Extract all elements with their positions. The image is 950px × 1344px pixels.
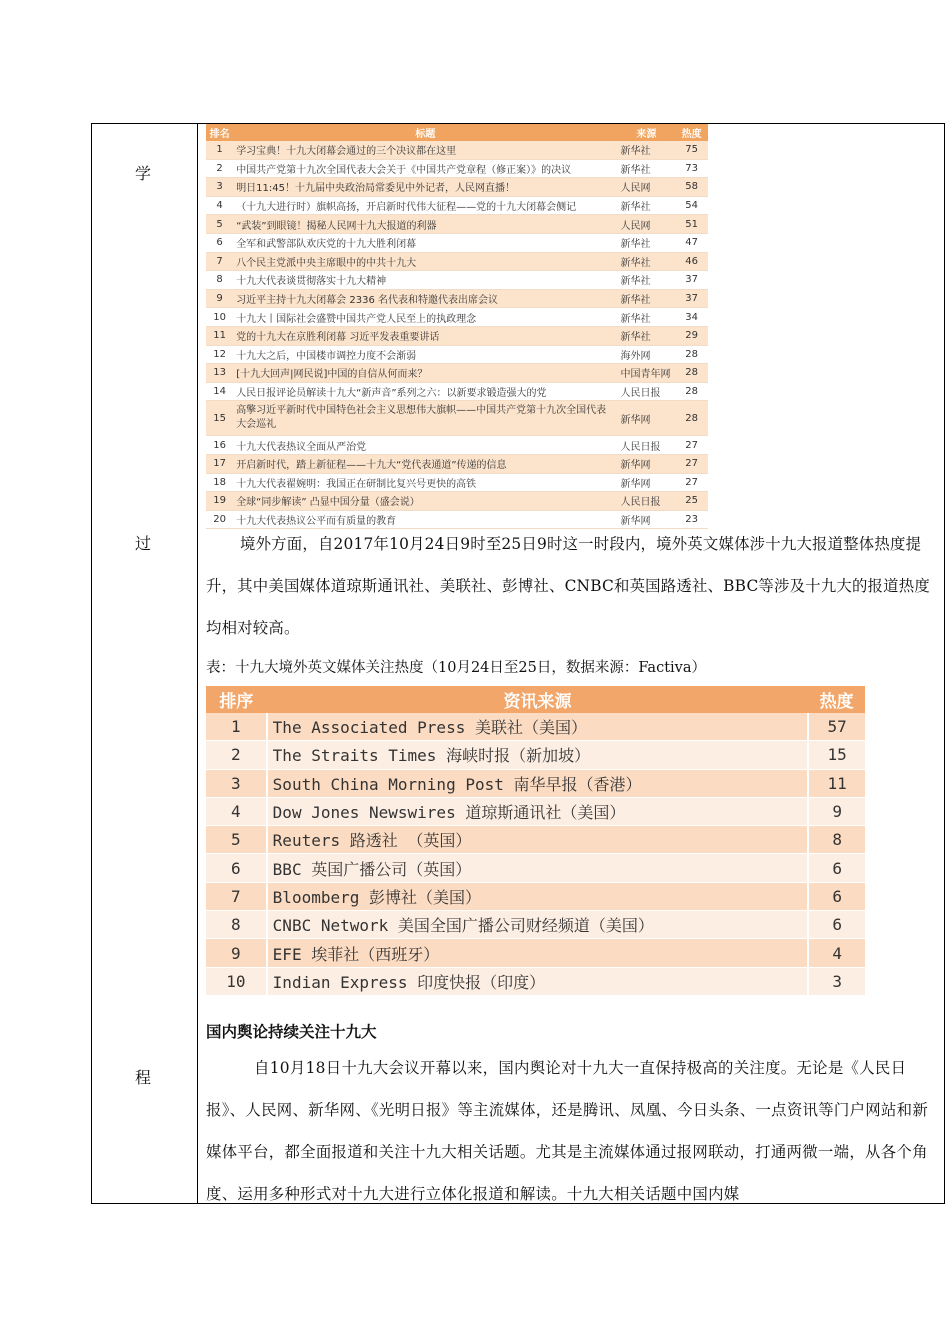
side-label-guo: 过 <box>135 534 152 553</box>
table-row <box>206 769 865 797</box>
cell-source: 新华社 <box>618 326 676 345</box>
cell-heat: 25 <box>675 492 708 511</box>
cell-title: 明日11:45！十九届中央政治局常委见中外记者，人民网直播！ <box>233 178 617 197</box>
cell-rank: 19 <box>206 492 233 511</box>
cell-source: 新华社 <box>618 233 676 252</box>
cell-order: 3 <box>206 769 267 797</box>
cell-rank: 17 <box>206 454 233 473</box>
cell-heat: 11 <box>808 769 865 797</box>
cell-heat: 51 <box>675 215 708 234</box>
cell-heat: 28 <box>675 401 708 436</box>
table-row <box>206 454 708 473</box>
cell-media-source: CNBC Network 美国全国广播公司财经频道（美国） <box>267 911 809 939</box>
cell-rank: 3 <box>206 178 233 197</box>
table-row <box>206 797 865 825</box>
table-row <box>206 159 708 178</box>
header-rank: 排名 <box>206 124 233 141</box>
table-row <box>206 713 865 741</box>
table-row <box>206 252 708 271</box>
table-row <box>206 382 708 401</box>
table-caption: 表：十九大境外英文媒体关注热度（10月24日至25日，数据来源：Factiva） <box>206 660 706 676</box>
cell-heat: 6 <box>808 882 865 910</box>
cell-heat: 4 <box>808 939 865 967</box>
cell-heat: 75 <box>675 141 708 159</box>
cell-rank: 5 <box>206 215 233 234</box>
cell-heat: 73 <box>675 159 708 178</box>
cell-media-source: The Associated Press 美联社（美国） <box>267 713 809 741</box>
cell-heat: 58 <box>675 178 708 197</box>
cell-rank: 2 <box>206 159 233 178</box>
cell-heat: 8 <box>808 826 865 854</box>
cell-heat: 46 <box>675 252 708 271</box>
table-row <box>206 345 708 364</box>
table-row <box>206 196 708 215</box>
column-divider <box>197 123 198 1204</box>
table-row <box>206 178 708 197</box>
table-row <box>206 854 865 882</box>
side-label-cheng: 程 <box>135 1068 152 1087</box>
cell-title: 十九大代表翟婉明：我国正在研制比复兴号更快的高铁 <box>233 473 617 492</box>
table-row <box>206 436 708 455</box>
cell-rank: 9 <box>206 289 233 308</box>
table-row <box>206 741 865 769</box>
cell-source: 新华社 <box>618 271 676 290</box>
cell-source: 人民日报 <box>618 436 676 455</box>
cell-media-source: EFE 埃菲社（西班牙） <box>267 939 809 967</box>
table-header-row <box>206 686 865 713</box>
cell-source: 新华网 <box>618 401 676 436</box>
overseas-media-table <box>206 686 865 996</box>
header-order: 排序 <box>206 686 267 713</box>
cell-rank: 7 <box>206 252 233 271</box>
cell-heat: 28 <box>675 345 708 364</box>
cell-rank: 10 <box>206 308 233 327</box>
cell-rank: 8 <box>206 271 233 290</box>
table-row <box>206 308 708 327</box>
cell-title: （十九大进行时）旗帜高扬，开启新时代伟大征程——党的十九大闭幕会侧记 <box>233 196 617 215</box>
cell-heat: 27 <box>675 473 708 492</box>
cell-rank: 14 <box>206 382 233 401</box>
table-row <box>206 141 708 159</box>
cell-source: 新华社 <box>618 141 676 159</box>
cell-heat: 37 <box>675 271 708 290</box>
cell-heat: 28 <box>675 382 708 401</box>
cell-heat: 15 <box>808 741 865 769</box>
cell-title: 开启新时代，踏上新征程——十九大“党代表通道”传递的信息 <box>233 454 617 473</box>
header-source: 来源 <box>618 124 676 141</box>
cell-title: 高擎习近平新时代中国特色社会主义思想伟大旗帜——中国共产党第十九次全国代表大会巡礼 <box>233 401 617 436</box>
cell-rank: 4 <box>206 196 233 215</box>
cell-title: [十九大回声|网民说]中国的自信从何而来？ <box>233 364 617 383</box>
cell-heat: 9 <box>808 797 865 825</box>
cell-order: 9 <box>206 939 267 967</box>
cell-order: 5 <box>206 826 267 854</box>
table-row <box>206 492 708 511</box>
cell-heat: 47 <box>675 233 708 252</box>
table-row <box>206 826 865 854</box>
cell-media-source: The Straits Times 海峡时报（新加坡） <box>267 741 809 769</box>
cell-title: 学习宝典！十九大闭幕会通过的三个决议都在这里 <box>233 141 617 159</box>
cell-heat: 6 <box>808 911 865 939</box>
cell-heat: 27 <box>675 436 708 455</box>
cell-rank: 1 <box>206 141 233 159</box>
cell-source: 新华社 <box>618 159 676 178</box>
cell-order: 1 <box>206 713 267 741</box>
table-row <box>206 911 865 939</box>
cell-heat: 6 <box>808 854 865 882</box>
table-row <box>206 882 865 910</box>
cell-order: 4 <box>206 797 267 825</box>
cell-rank: 18 <box>206 473 233 492</box>
cell-title: 十九大丨国际社会盛赞中国共产党人民至上的执政理念 <box>233 308 617 327</box>
table-row <box>206 967 865 995</box>
cell-media-source: Dow Jones Newswires 道琼斯通讯社（美国） <box>267 797 809 825</box>
cell-rank: 20 <box>206 510 233 529</box>
cell-source: 新华网 <box>618 510 676 529</box>
table-row <box>206 215 708 234</box>
cell-rank: 16 <box>206 436 233 455</box>
cell-title: “武装”到眼镜！揭秘人民网十九大报道的利器 <box>233 215 617 234</box>
cell-heat: 23 <box>675 510 708 529</box>
table-row <box>206 473 708 492</box>
cell-rank: 13 <box>206 364 233 383</box>
cell-rank: 11 <box>206 326 233 345</box>
table-row <box>206 939 865 967</box>
cell-heat: 3 <box>808 967 865 995</box>
cell-source: 海外网 <box>618 345 676 364</box>
cell-source: 新华社 <box>618 308 676 327</box>
header-title: 标题 <box>233 124 617 141</box>
cell-order: 8 <box>206 911 267 939</box>
cell-source: 新华网 <box>618 473 676 492</box>
cell-source: 新华社 <box>618 252 676 271</box>
table-row <box>206 326 708 345</box>
cell-source: 新华社 <box>618 289 676 308</box>
side-label-xue: 学 <box>135 164 152 183</box>
cell-order: 7 <box>206 882 267 910</box>
cell-order: 6 <box>206 854 267 882</box>
cell-source: 中国青年网 <box>618 364 676 383</box>
cell-title: 习近平主持十九大闭幕会 2336 名代表和特邀代表出席会议 <box>233 289 617 308</box>
table-row <box>206 364 708 383</box>
cell-heat: 28 <box>675 364 708 383</box>
cell-media-source: Bloomberg 彭博社（美国） <box>267 882 809 910</box>
domestic-paragraph: 自10月18日十九大会议开幕以来，国内舆论对十九大一直保持极高的关注度。无论是《人民日报》、人民网、新华网、《光明日报》等主流媒体，还是腾讯、凤凰、今日头条、一点资讯等门户网站和新媒体平台，都全面报道和关注十九大相关话题。尤其是主流媒体通过报网联动，打通两微一端，从各个角度、运用多种形式对十九大进行立体化报道和解读。十九大相关话题中国内媒 <box>206 1059 929 1203</box>
cell-source: 人民日报 <box>618 492 676 511</box>
cell-title: 八个民主党派中央主席眼中的中共十九大 <box>233 252 617 271</box>
cell-source: 人民网 <box>618 215 676 234</box>
cell-media-source: South China Morning Post 南华早报（香港） <box>267 769 809 797</box>
table-row <box>206 271 708 290</box>
cell-title: 全球“同步解读” 凸显中国分量（盛会说） <box>233 492 617 511</box>
overseas-paragraph: 境外方面，自2017年10月24日9时至25日9时这一时段内，境外英文媒体涉十九大报道整体热度提升，其中美国媒体道琼斯通讯社、美联社、彭博社、CNBC和英国路透社、BBC等涉及十九大的报道热度均相对较高。 <box>206 535 930 637</box>
cell-title: 党的十九大在京胜利闭幕 习近平发表重要讲话 <box>233 326 617 345</box>
cell-heat: 54 <box>675 196 708 215</box>
cell-rank: 6 <box>206 233 233 252</box>
cell-title: 人民日报评论员解读十九大“新声音”系列之六：以新要求锻造强大的党 <box>233 382 617 401</box>
table-row <box>206 289 708 308</box>
cell-title: 十九大代表热议全面从严治党 <box>233 436 617 455</box>
header-heat: 热度 <box>675 124 708 141</box>
cell-title: 十九大代表谈贯彻落实十九大精神 <box>233 271 617 290</box>
cell-title: 全军和武警部队欢庆党的十九大胜利闭幕 <box>233 233 617 252</box>
section-heading: 国内舆论持续关注十九大 <box>206 1023 377 1041</box>
cell-heat: 57 <box>808 713 865 741</box>
header-media-source: 资讯来源 <box>267 686 809 713</box>
table-row <box>206 401 708 436</box>
cell-title: 十九大代表热议公平而有质量的教育 <box>233 510 617 529</box>
cell-order: 2 <box>206 741 267 769</box>
cell-title: 十九大之后，中国楼市调控力度不会渐弱 <box>233 345 617 364</box>
table-header-row <box>206 124 708 141</box>
cell-heat: 34 <box>675 308 708 327</box>
cell-rank: 12 <box>206 345 233 364</box>
cell-title: 中国共产党第十九次全国代表大会关于《中国共产党章程（修正案）》的决议 <box>233 159 617 178</box>
cell-source: 新华网 <box>618 454 676 473</box>
cell-order: 10 <box>206 967 267 995</box>
cell-media-source: Indian Express 印度快报（印度） <box>267 967 809 995</box>
cell-source: 人民日报 <box>618 382 676 401</box>
table-row <box>206 233 708 252</box>
cell-rank: 15 <box>206 401 233 436</box>
cell-heat: 37 <box>675 289 708 308</box>
cell-media-source: BBC 英国广播公司（英国） <box>267 854 809 882</box>
header-heat: 热度 <box>808 686 865 713</box>
cell-heat: 27 <box>675 454 708 473</box>
cell-media-source: Reuters 路透社 （英国） <box>267 826 809 854</box>
cell-source: 新华社 <box>618 196 676 215</box>
cell-heat: 29 <box>675 326 708 345</box>
domestic-hot-topics-table <box>206 124 708 529</box>
cell-source: 人民网 <box>618 178 676 197</box>
